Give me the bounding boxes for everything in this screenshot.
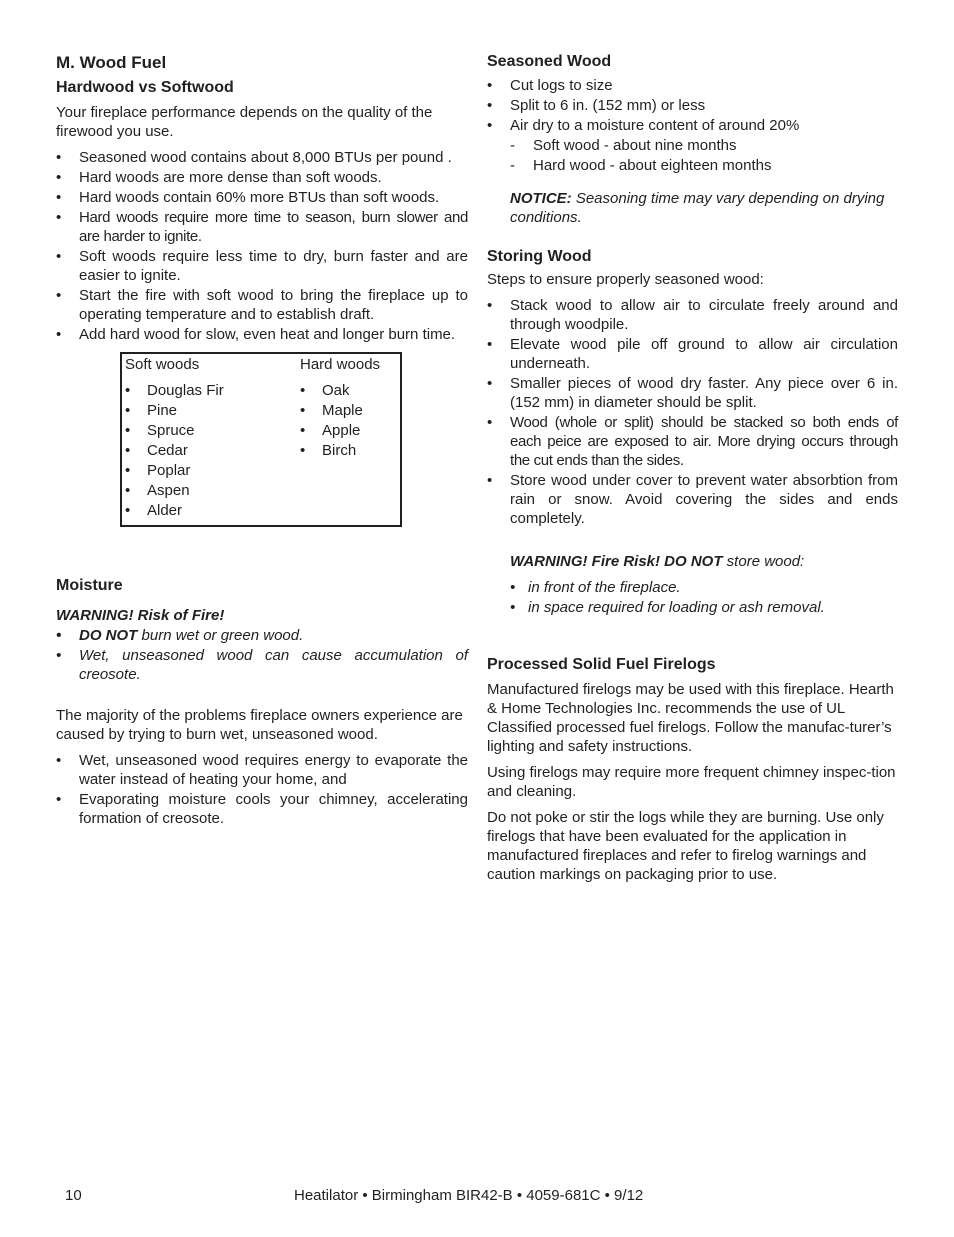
bullet-icon: • (300, 402, 306, 419)
storing-intro: Steps to ensure properly seasoned wood: (487, 271, 764, 288)
list-item: • Hard woods contain 60% more BTUs than soft woods. (56, 189, 440, 206)
storing-heading: Storing Wood (487, 248, 592, 265)
bullet-icon: • (487, 336, 493, 353)
list-item: • Douglas Fir (125, 382, 224, 399)
dash-icon: - (510, 137, 515, 154)
bullet-icon: • (300, 422, 306, 439)
bullet-icon: • (56, 248, 62, 265)
bullet-icon: • (487, 414, 493, 431)
list-item: • Start the fire with soft wood to bring the fireplace up to operating temperature and to establish draft. (56, 287, 468, 323)
bullet-icon: • (487, 375, 493, 392)
list-item: • in space required for loading or ash removal. (510, 599, 825, 616)
list-item: • Wood (whole or split) should be stacked so both ends of each peice are exposed to air. More drying occurs through the cut ends than the sides. (487, 414, 898, 469)
soft-woods-column (125, 355, 224, 520)
bullet-icon: • (125, 402, 131, 419)
firelogs-heading: Processed Solid Fuel Firelogs (487, 656, 716, 673)
list-item: • Evaporating moisture cools your chimney, accelerating formation of creosote. (56, 791, 468, 827)
list-item: • Split to 6 in. (152 mm) or less (487, 97, 706, 114)
list-item: • Cut logs to size (487, 77, 613, 94)
page-number: 10 (65, 1187, 82, 1204)
list-item: • Stack wood to allow air to circulate freely around and through woodpile. (487, 297, 898, 333)
list-item: • Alder (125, 502, 183, 519)
seasoned-bullet-list (487, 76, 898, 135)
list-item: - Soft wood - about nine months (510, 137, 737, 154)
list-item: • Aspen (125, 482, 190, 499)
hardwood-intro: Your fireplace performance depends on the quality of the firewood you use. (56, 104, 433, 140)
list-item: • Add hard wood for slow, even heat and longer burn time. (56, 326, 456, 343)
bullet-icon: • (56, 647, 62, 664)
firelogs-paragraph: Using firelogs may require more frequent chimney inspec-tion and cleaning. (487, 764, 896, 800)
list-item: • Soft woods require less time to dry, burn faster and are easier to ignite. (56, 248, 468, 284)
moisture-paragraph: The majority of the problems fireplace owners experience are caused by trying to burn wet, unseasoned wood. (56, 707, 463, 743)
dash-icon: - (510, 157, 515, 174)
storage-warning-list (510, 578, 898, 617)
storing-bullet-list (487, 296, 898, 528)
bullet-icon: • (56, 209, 62, 226)
list-item: • Wet, unseasoned wood can cause accumulation of creosote. (56, 647, 468, 683)
bullet-icon: • (56, 752, 62, 769)
list-item: • Air dry to a moisture content of around 20% (487, 117, 800, 134)
hardwood-bullet-list (56, 148, 468, 344)
footer-text: Heatilator • Birmingham BIR42-B • 4059-681C • 9/12 (294, 1187, 644, 1204)
bullet-icon: • (487, 77, 493, 94)
bullet-icon: • (56, 189, 62, 206)
wood-types-table (120, 352, 402, 527)
list-item: • Store wood under cover to prevent water absorbtion from rain or snow. Avoid covering the sides and ends completely. (487, 472, 898, 527)
hardwood-heading: Hardwood vs Softwood (56, 79, 234, 96)
list-item: • Hard woods are more dense than soft woods. (56, 169, 382, 186)
bullet-icon: • (300, 442, 306, 459)
list-item: • Seasoned wood contains about 8,000 BTUs per pound . (56, 149, 452, 166)
moisture-warning-title: WARNING! Risk of Fire! (56, 607, 225, 624)
bullet-icon: • (125, 442, 131, 459)
list-item: • Apple (300, 422, 361, 439)
list-item: • Birch (300, 442, 357, 459)
moisture-heading: Moisture (56, 577, 123, 594)
list-item: • DO NOT burn wet or green wood. (56, 627, 304, 644)
list-item: • Maple (300, 402, 363, 419)
hard-woods-header: Hard woods (300, 356, 381, 373)
list-item: • Spruce (125, 422, 195, 439)
list-item: • Smaller pieces of wood dry faster. Any piece over 6 in. (152 mm) in diameter should be split. (487, 375, 898, 411)
bullet-icon: • (487, 472, 493, 489)
hard-woods-column (300, 355, 380, 460)
bullet-icon: • (487, 97, 493, 114)
bullet-icon: • (56, 791, 62, 808)
section-title: M. Wood Fuel (56, 53, 167, 72)
seasoned-sub-list (487, 136, 898, 175)
list-item: • Hard woods require more time to season, burn slower and are harder to ignite. (56, 209, 468, 245)
bullet-icon: • (56, 149, 62, 166)
seasoned-heading: Seasoned Wood (487, 53, 612, 70)
hard-woods-list (300, 381, 380, 460)
soft-woods-header: Soft woods (125, 356, 200, 373)
bullet-icon: • (125, 482, 131, 499)
list-item: • Poplar (125, 462, 191, 479)
bullet-icon: • (510, 599, 516, 616)
bullet-icon: • (56, 627, 62, 644)
storage-warning: WARNING! Fire Risk! DO NOT store wood: (510, 553, 805, 570)
list-item: • Elevate wood pile off ground to allow air circulation underneath. (487, 336, 898, 372)
soft-woods-list (125, 381, 224, 520)
moisture-warning-list (56, 626, 468, 684)
bullet-icon: • (125, 502, 131, 519)
list-item: • Oak (300, 382, 350, 399)
moisture-bullet-list (56, 751, 468, 828)
list-item: • Pine (125, 402, 178, 419)
bullet-icon: • (487, 297, 493, 314)
right-column (487, 52, 898, 884)
firelogs-paragraph: Do not poke or stir the logs while they are burning. Use only firelogs that have been evaluated for the application in manufactured fireplaces and refer to firelog warnings and caution markings on packaging prior to use. (487, 809, 884, 883)
left-column (56, 52, 468, 828)
bullet-icon: • (125, 382, 131, 399)
list-item: - Hard wood - about eighteen months (510, 157, 772, 174)
list-item: • Wet, unseasoned wood requires energy to evaporate the water instead of heating your home, and (56, 752, 468, 788)
list-item: • Cedar (125, 442, 188, 459)
bullet-icon: • (125, 422, 131, 439)
firelogs-paragraph: Manufactured firelogs may be used with this fireplace. Hearth & Home Technologies Inc. recommends the use of UL Classified processed fuel firelogs. Follow the manufac-turer’s lighting and safety instructions. (487, 681, 894, 755)
bullet-icon: • (56, 169, 62, 186)
bullet-icon: • (300, 382, 306, 399)
bullet-icon: • (510, 579, 516, 596)
list-item: • in front of the fireplace. (510, 579, 681, 596)
bullet-icon: • (125, 462, 131, 479)
bullet-icon: • (56, 287, 62, 304)
bullet-icon: • (487, 117, 493, 134)
bullet-icon: • (56, 326, 62, 343)
seasoning-notice: NOTICE: Seasoning time may vary depending on drying conditions. (510, 190, 885, 226)
